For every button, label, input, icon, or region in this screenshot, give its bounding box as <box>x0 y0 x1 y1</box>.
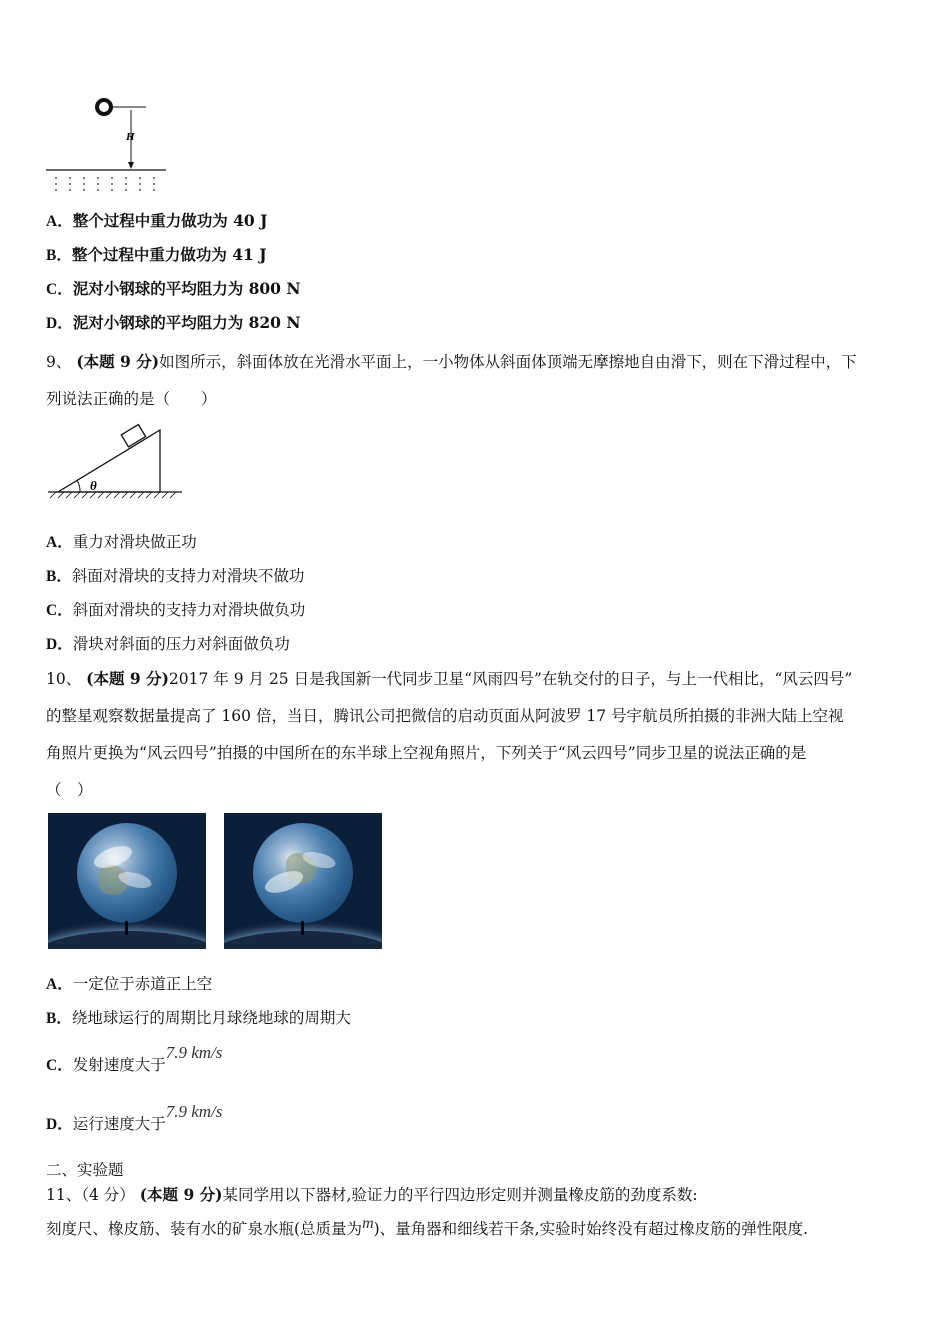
math-value: 7.9 km/s <box>165 1043 223 1062</box>
option-letter: B． <box>46 568 72 585</box>
question-text: 列说法正确的是（ ） <box>46 390 217 408</box>
q11-stem-line1 <box>46 1185 698 1205</box>
option-text: 斜面对滑块的支持力对滑块做负功 <box>72 601 306 619</box>
q10-option-b <box>46 1008 351 1029</box>
q9-incline-figure <box>44 422 186 500</box>
q10-option-d <box>46 1102 223 1135</box>
question-number: 10、 <box>46 670 82 688</box>
height-arrow-head <box>128 162 134 169</box>
option-text: 整个过程中重力做功为 40 J <box>72 211 268 230</box>
option-letter: A． <box>46 213 73 230</box>
option-text: 发射速度大于 <box>72 1056 166 1074</box>
q9-stem-line1 <box>46 352 857 372</box>
option-letter: B． <box>46 1010 72 1027</box>
question-text: 如图所示，斜面体放在光滑水平面上，一小物体从斜面体顶端无摩擦地自由滑下，则在下滑过程中，下 <box>159 353 857 371</box>
option-letter: C． <box>46 602 73 619</box>
q9-stem-line2 <box>46 389 217 409</box>
option-letter: D． <box>46 636 73 653</box>
option-text: 斜面对滑块的支持力对滑块不做功 <box>71 567 305 585</box>
earth-photo-china <box>224 813 382 949</box>
ground-hatch <box>50 492 176 498</box>
option-letter: A． <box>46 976 73 993</box>
q8-option-a <box>46 211 267 232</box>
q9-option-d <box>46 634 290 655</box>
question-number: 11、 <box>46 1186 82 1204</box>
q8-option-b <box>46 245 267 266</box>
q9-option-c <box>46 600 305 621</box>
option-text: 滑块对斜面的压力对斜面做负功 <box>72 635 290 653</box>
question-text: 的整星观察数据量提高了 160 倍，当日，腾讯公司把微信的启动页面从阿波罗 17 号宇航员所拍摄的非洲大陆上空视 <box>46 707 844 725</box>
question-text: （ ） <box>46 781 93 799</box>
option-text: 一定位于赤道正上空 <box>72 975 213 993</box>
question-text: 刻度尺、橡皮筋、装有水的矿泉水瓶(总质量为 <box>46 1220 363 1238</box>
question-points: （4 分） <box>81 1186 135 1204</box>
math-value: 7.9 km/s <box>165 1102 223 1121</box>
q11-stem-line2 <box>46 1215 809 1240</box>
height-label: H <box>126 131 135 143</box>
q10-stem-line2 <box>46 706 844 726</box>
q10-stem-line4 <box>46 780 93 800</box>
question-text: )、量角器和细线若干条,实验时始终没有超过橡皮筋的弹性限度. <box>373 1220 809 1238</box>
question-tag: (本题 9 分) <box>139 1185 223 1204</box>
option-letter: C． <box>46 1057 73 1074</box>
q10-option-c <box>46 1043 223 1076</box>
option-text: 运行速度大于 <box>72 1115 166 1133</box>
person-silhouette <box>301 921 304 935</box>
question-text: 2017 年 9 月 25 日是我国新一代同步卫星“风雨四号”在轨交付的日子，与上一代相比，“风云四号” <box>168 670 853 688</box>
option-letter: B． <box>46 247 72 264</box>
option-text: 泥对小钢球的平均阻力为 800 N <box>72 279 301 298</box>
option-text: 绕地球运行的周期比月球绕地球的周期大 <box>71 1009 351 1027</box>
q8-option-d <box>46 313 301 334</box>
question-number: 9、 <box>46 353 72 371</box>
earth-photo-africa <box>48 813 206 949</box>
q8-figure <box>40 92 180 202</box>
incline-wedge <box>58 430 160 492</box>
angle-label: θ <box>90 478 97 493</box>
q9-option-a <box>46 532 197 553</box>
section-title <box>46 1160 124 1180</box>
option-letter: D． <box>46 1116 73 1133</box>
q10-stem-line3 <box>46 743 806 763</box>
option-text: 整个过程中重力做功为 41 J <box>71 245 267 264</box>
option-letter: A． <box>46 534 73 551</box>
question-tag: (本题 9 分) <box>86 669 169 688</box>
option-letter: D． <box>46 315 73 332</box>
section-title-text: 二、实验题 <box>46 1161 124 1179</box>
option-text: 重力对滑块做正功 <box>72 533 197 551</box>
q9-option-b <box>46 566 304 587</box>
q8-option-c <box>46 279 301 300</box>
question-tag: (本题 9 分) <box>76 352 160 371</box>
q10-stem-line1 <box>46 669 852 689</box>
option-letter: C． <box>46 281 73 298</box>
mud-dots <box>55 177 155 191</box>
q10-option-a <box>46 974 212 995</box>
person-silhouette <box>125 921 128 935</box>
math-variable: m <box>362 1215 374 1232</box>
angle-arc <box>77 480 80 492</box>
slider-block <box>121 425 145 447</box>
steel-ball <box>97 100 111 114</box>
question-text: 某同学用以下器材,验证力的平行四边形定则并测量橡皮筋的劲度系数: <box>222 1186 698 1204</box>
question-text: 角照片更换为“风云四号”拍摄的中国所在的东半球上空视角照片，下列关于“风云四号”同步卫星的说法正确的是 <box>46 744 807 762</box>
option-text: 泥对小钢球的平均阻力为 820 N <box>72 313 301 332</box>
